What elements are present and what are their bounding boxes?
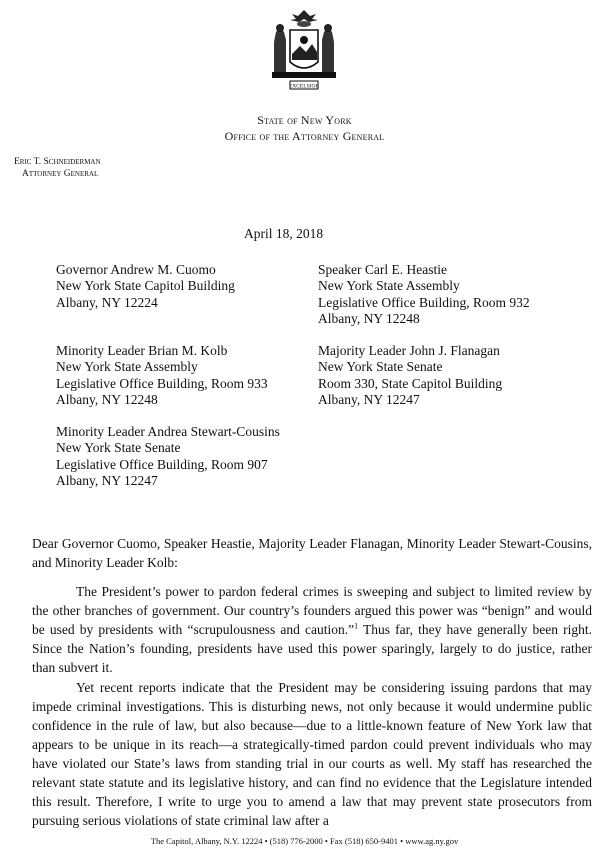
address-line: Albany, NY 12224	[56, 294, 158, 310]
state-seal-image	[254, 6, 354, 106]
recipient-flanagan	[318, 343, 502, 409]
footnote-marker: 1	[354, 621, 359, 631]
address-line: Legislative Office Building, Room 933	[56, 375, 268, 391]
attorney-general-name: Eric T. Schneiderman	[14, 157, 101, 167]
paragraph-1-text: The President’s power to pardon federal crimes is sweeping and subject to limited review by the other branches of government. Our country’s founders argued this power was “benign” and would be used by presidents with “scrupulousness and caution.”	[32, 584, 592, 637]
letterhead-state: State of New York	[257, 113, 352, 127]
address-line: Albany, NY 12247	[318, 392, 420, 408]
recipient-kolb	[56, 343, 268, 409]
address-line: New York State Assembly	[56, 359, 198, 375]
seal-motto: EXCELSIOR	[288, 83, 320, 90]
address-line: New York State Assembly	[318, 278, 460, 294]
address-line: Albany, NY 12248	[318, 311, 420, 327]
paragraph-2-text: Yet recent reports indicate that the President may be considering issuing pardons that may impede criminal investigations. This is disturbing news, not only because it would undermine public confidence in the rule of law, but also because—due to a little-known feature of New York law that appears to be unique in its reach—a strategically-timed pardon could prevent individuals who may have violated our State’s laws from standing trial in our courts as well. My staff has researched the relevant state statute and its legislative history, and can find no evidence that the Legislature intended this result. Therefore, I write to urge you to amend a law that may prevent state prosecutors from pursuing serious violations of state criminal law after a	[32, 680, 592, 828]
address-line: Majority Leader John J. Flanagan	[318, 343, 500, 358]
letter-date: April 18, 2018	[244, 226, 324, 241]
address-line: Minority Leader Brian M. Kolb	[56, 343, 228, 358]
address-line: New York State Capitol Building	[56, 278, 235, 294]
address-line: Minority Leader Andrea Stewart-Cousins	[56, 424, 280, 439]
recipient-cuomo	[56, 262, 235, 311]
body-paragraph-2	[32, 678, 592, 830]
address-line: Governor Andrew M. Cuomo	[56, 262, 216, 277]
address-line: Albany, NY 12247	[56, 473, 158, 489]
address-line: Legislative Office Building, Room 907	[56, 456, 268, 472]
attorney-general-title: Attorney General	[22, 169, 99, 179]
address-line: New York State Senate	[318, 359, 443, 375]
address-line: Room 330, State Capitol Building	[318, 375, 503, 391]
salutation: Dear Governor Cuomo, Speaker Heastie, Majority Leader Flanagan, Minority Leader Stewart-Cousins, and Minority Leader Kolb:	[32, 536, 592, 570]
recipient-stewart-cousins	[56, 424, 280, 490]
address-line: Legislative Office Building, Room 932	[318, 294, 530, 310]
address-line: New York State Senate	[56, 440, 181, 456]
paragraph-1-text-continued: Thus far, they have generally been right. Since the Nation’s founding, presidents have used this power sparingly, largely to do justice, rather than subvert it.	[32, 622, 592, 675]
address-line: Albany, NY 12248	[56, 392, 158, 408]
recipient-heastie	[318, 262, 530, 328]
letterhead-footer: The Capitol, Albany, N.Y. 12224 • (518) 776-2000 • Fax (518) 650-9401 • www.ag.ny.gov	[150, 836, 459, 846]
address-line: Speaker Carl E. Heastie	[318, 262, 447, 277]
body-paragraph-1	[32, 582, 592, 677]
letterhead-office: Office of the Attorney General	[224, 129, 385, 143]
